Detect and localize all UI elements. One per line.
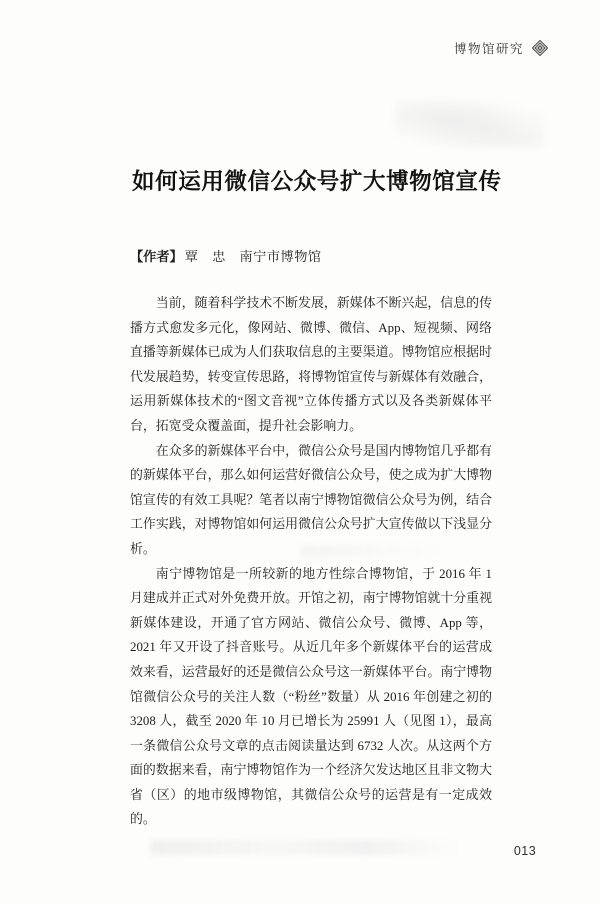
page-number: 013 (513, 844, 537, 858)
article-title: 如何运用微信公众号扩大博物馆宣传 (132, 169, 502, 194)
article-body (130, 291, 492, 832)
author-name: 覃 忠 南宁市博物馆 (184, 249, 322, 264)
author-label: 【作者】 (130, 249, 183, 264)
running-header (454, 39, 548, 57)
scan-bleed-artifact (395, 100, 545, 148)
paragraph-2: 在众多的新媒体平台中，微信公众号是国内博物馆几乎都有的新媒体平台，那么如何运营好微信公众号，使之成为扩大博物馆宣传的有效工具呢？笔者以南宁博物馆微信公众号为例，结合工作实践，对博物馆如何运用微信公众号扩大宣传做以下浅显分析。 (130, 443, 492, 556)
paragraph-1: 当前，随着科学技术不断发展，新媒体不断兴起，信息的传播方式愈发多元化，像网站、微博、微信、App、短视频、网络直播等新媒体已成为人们获取信息的主要渠道。博物馆应根据时代发展趋势，转变宣传思路，将博物馆宣传与新媒体有效融合，运用新媒体技术的“图文音视”立体传播方式以及各类新媒体平台，拓宽受众覆盖面，提升社会影响力。 (130, 296, 492, 433)
nested-diamond-icon (532, 40, 548, 56)
scan-bleed-artifact (150, 840, 460, 855)
running-header-title: 博物馆研究 (453, 42, 524, 56)
author-line (130, 246, 322, 265)
paragraph-3: 南宁博物馆是一所较新的地方性综合博物馆，于 2016 年 1 月建成并正式对外免费开放。开馆之初，南宁博物馆就十分重视新媒体建设，开通了官方网站、微信公众号、微博、App 等，2021 年又开设了抖音账号。从近几年多个新媒体平台的运营成效来看，运营最好的还是微信公众号这一新媒体平台。南宁博物馆微信公众号的关注人数（“粉丝”数量）从 2016 年创建之初的 3208 人，截至 2020 年 10 月已增长为 25991 人（见图 1），最高一条微信公众号文章的点击阅读量达到 6732 人次。从这两个方面的数据来看，南宁博物馆作为一个经济欠发达地区且非文物大省（区）的地市级博物馆，其微信公众号的运营是有一定成效的。 (130, 566, 492, 827)
